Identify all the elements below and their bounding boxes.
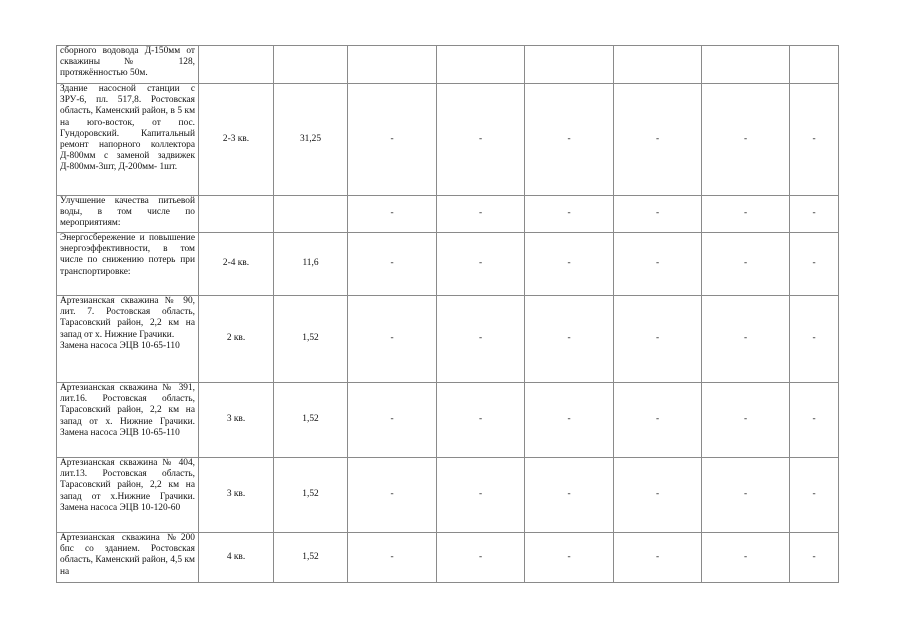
- works-table: [56, 45, 839, 583]
- row-value: -: [702, 233, 790, 296]
- row-value: [790, 46, 839, 84]
- row-value: -: [437, 196, 525, 233]
- row-description: Артезианская скважина №200 бпс со зданием. Ростовская область, Каменский район, 4,5 км на: [57, 533, 199, 583]
- row-value: -: [702, 383, 790, 458]
- row-amount: 1,52: [274, 383, 348, 458]
- table-row: [57, 84, 839, 196]
- row-value: -: [614, 533, 702, 583]
- row-amount: 1,52: [274, 296, 348, 383]
- row-value: -: [437, 84, 525, 196]
- table-row: [57, 533, 839, 583]
- row-value: [437, 46, 525, 84]
- row-value: -: [348, 533, 437, 583]
- row-value: -: [525, 296, 614, 383]
- row-value: [348, 46, 437, 84]
- row-value: -: [437, 233, 525, 296]
- row-value: -: [790, 196, 839, 233]
- row-description: Энергосбережение и повышение энергоэффективности, в том числе по снижению потерь при транспортировке:: [57, 233, 199, 296]
- table-row: [57, 383, 839, 458]
- table-row: [57, 233, 839, 296]
- row-value: -: [348, 296, 437, 383]
- table-row: [57, 46, 839, 84]
- row-value: [702, 46, 790, 84]
- row-period: [199, 196, 274, 233]
- table-body: [57, 46, 839, 583]
- row-value: -: [790, 533, 839, 583]
- row-value: -: [525, 383, 614, 458]
- row-value: -: [702, 84, 790, 196]
- row-value: -: [437, 296, 525, 383]
- row-value: -: [348, 383, 437, 458]
- row-value: -: [614, 458, 702, 533]
- row-value: -: [702, 458, 790, 533]
- row-value: [614, 46, 702, 84]
- row-amount: [274, 196, 348, 233]
- row-amount: 31,25: [274, 84, 348, 196]
- row-description: Артезианская скважина № 391, лит.16. Ростовская область, Тарасовский район, 2,2 км на запад от х. Нижние Грачики. Замена насоса ЭЦВ 10-65-110: [57, 383, 199, 458]
- row-value: -: [790, 233, 839, 296]
- row-value: -: [437, 458, 525, 533]
- row-period: 3 кв.: [199, 383, 274, 458]
- table-row: [57, 296, 839, 383]
- row-value: -: [525, 84, 614, 196]
- row-value: -: [614, 84, 702, 196]
- row-value: -: [790, 296, 839, 383]
- row-amount: 1,52: [274, 458, 348, 533]
- row-value: -: [525, 458, 614, 533]
- row-description: сборного водовода Д-150мм от скважины № 128, протяжённостью 50м.: [57, 46, 199, 84]
- row-period: 3 кв.: [199, 458, 274, 533]
- row-value: -: [348, 458, 437, 533]
- row-period: 2-3 кв.: [199, 84, 274, 196]
- row-value: -: [614, 296, 702, 383]
- row-amount: [274, 46, 348, 84]
- row-value: -: [702, 296, 790, 383]
- row-value: -: [614, 196, 702, 233]
- row-value: -: [348, 233, 437, 296]
- row-amount: 1,52: [274, 533, 348, 583]
- row-value: -: [790, 383, 839, 458]
- row-period: 2-4 кв.: [199, 233, 274, 296]
- row-value: -: [525, 233, 614, 296]
- row-value: -: [790, 84, 839, 196]
- row-value: -: [348, 196, 437, 233]
- row-period: 2 кв.: [199, 296, 274, 383]
- row-period: [199, 46, 274, 84]
- row-description: Артезианская скважина № 90, лит. 7. Ростовская область, Тарасовский район, 2,2 км на запад от х. Нижние Грачики. Замена насоса ЭЦВ 10-65-110: [57, 296, 199, 383]
- row-value: -: [790, 458, 839, 533]
- table-row: [57, 196, 839, 233]
- row-description: Здание насосной станции с ЗРУ-6, пл. 517,8. Ростовская область, Каменский район, в 5 км на юго-восток, от пос. Гундоровский. Капитальный ремонт напорного коллектора Д-800мм с заменой задвижек Д-800мм-3шт, Д-200мм- 1шт.: [57, 84, 199, 196]
- row-description: Артезианская скважина № 404, лит.13. Ростовская область, Тарасовский район, 2,2 км на запад от х.Нижние Грачики. Замена насоса ЭЦВ 10-120-60: [57, 458, 199, 533]
- row-value: -: [437, 533, 525, 583]
- row-value: -: [614, 383, 702, 458]
- row-value: -: [437, 383, 525, 458]
- table-row: [57, 458, 839, 533]
- row-value: -: [702, 196, 790, 233]
- row-value: -: [525, 196, 614, 233]
- row-period: 4 кв.: [199, 533, 274, 583]
- row-value: [525, 46, 614, 84]
- row-amount: 11,6: [274, 233, 348, 296]
- row-value: -: [702, 533, 790, 583]
- row-value: -: [525, 533, 614, 583]
- row-value: -: [614, 233, 702, 296]
- row-description: Улучшение качества питьевой воды, в том числе по мероприятиям:: [57, 196, 199, 233]
- row-value: -: [348, 84, 437, 196]
